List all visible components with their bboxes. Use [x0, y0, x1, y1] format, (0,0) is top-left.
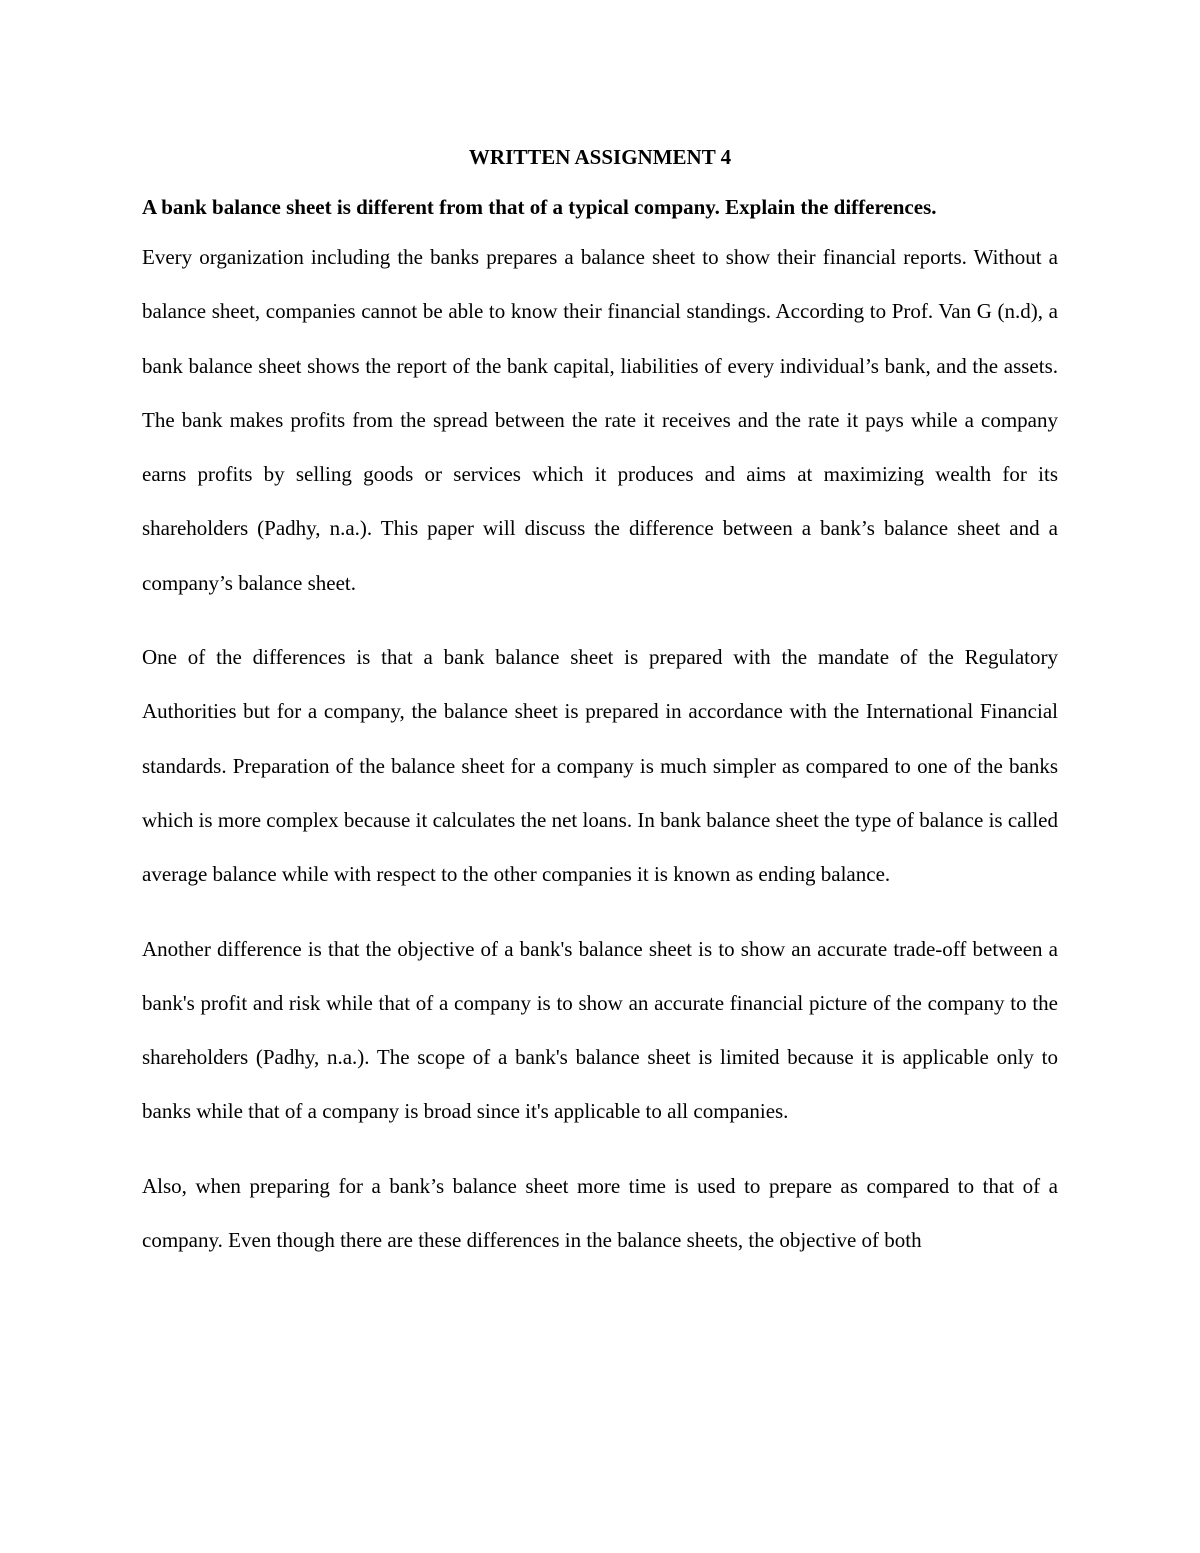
assignment-question: A bank balance sheet is different from that of a typical company. Explain the differences.	[142, 195, 937, 219]
paragraph-introduction: Every organization including the banks prepares a balance sheet to show their financial reports. Without a balance sheet, companies cannot be able to know their financial standings. According to Prof. Van G (n.d), a bank balance sheet shows the report of the bank capital, liabilities of every individual’s bank, and the assets. The bank makes profits from the spread between the rate it receives and the rate it pays while a company earns profits by selling goods or services which it produces and aims at maximizing wealth for its shareholders (Padhy, n.a.). This paper will discuss the difference between a bank’s balance sheet and a company’s balance sheet.	[142, 245, 1058, 595]
paragraph-objective-difference: Another difference is that the objective of a bank's balance sheet is to show an accurate trade-off between a bank's profit and risk while that of a company is to show an accurate financial picture of the company to the shareholders (Padhy, n.a.). The scope of a bank's balance sheet is limited because it is applicable only to banks while that of a company is broad since it's applicable to all companies.	[142, 936, 1058, 1124]
paragraph-time-difference: Also, when preparing for a bank’s balance sheet more time is used to prepare as compared to that of a company. Even though there are these differences in the balance sheets, the objective of both	[142, 1173, 1058, 1253]
paragraph-regulatory-difference: One of the differences is that a bank balance sheet is prepared with the mandate of the Regulatory Authorities but for a company, the balance sheet is prepared in accordance with the International Financial standards. Preparation of the balance sheet for a company is much simpler as compared to one of the banks which is more complex because it calculates the net loans. In bank balance sheet the type of balance is called average balance while with respect to the other companies it is known as ending balance.	[142, 645, 1058, 887]
document-title: WRITTEN ASSIGNMENT 4	[468, 145, 732, 169]
document-body	[142, 140, 1058, 1267]
